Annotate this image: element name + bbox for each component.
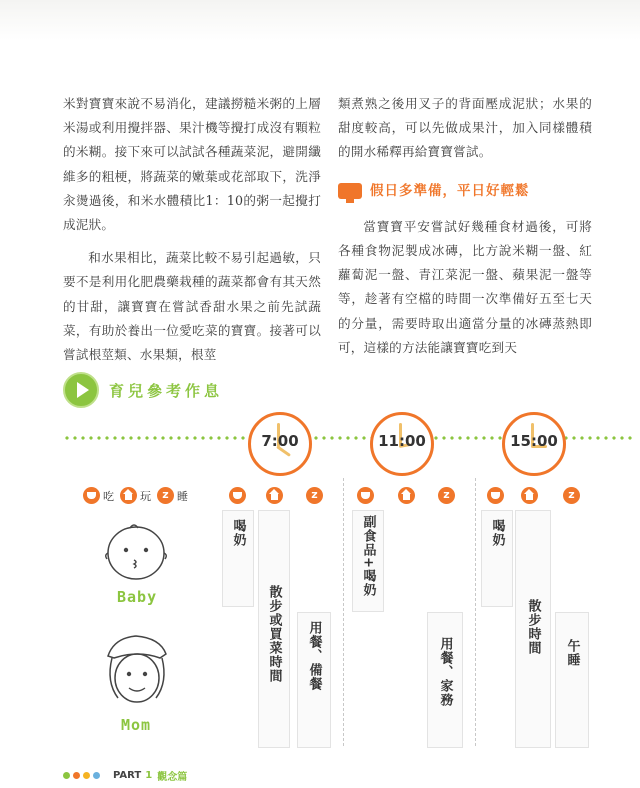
activity-label: 喝奶: [489, 519, 505, 547]
timeline-dots: [562, 436, 634, 440]
clock-15: [502, 412, 566, 476]
cup-icon: [357, 487, 374, 504]
activity-label: 午睡: [564, 639, 580, 667]
sleep-icon: [157, 487, 174, 504]
activity-label: 散步時間: [525, 599, 541, 655]
timeline-dots: [432, 436, 504, 440]
footer-part-number: 1: [145, 770, 153, 781]
legend-eat: 吃: [103, 489, 114, 503]
activity-bar: [555, 612, 589, 748]
activity-bar: [352, 510, 384, 612]
activity-bar: [258, 510, 290, 748]
footer-dot: [93, 772, 100, 779]
tip-title: 假日多準備，平日好輕鬆: [370, 182, 530, 199]
tip-heading: [338, 179, 592, 203]
clock-time: 11:00: [378, 432, 426, 450]
schedule-title: 育兒參考作息: [109, 381, 224, 400]
cup-icon: [487, 487, 504, 504]
activity-label: 副食品+喝奶: [360, 515, 376, 597]
mom-label: Mom: [121, 716, 152, 734]
house-icon: [266, 487, 283, 504]
speech-bubble-icon: [338, 183, 362, 199]
right-paragraph-1: 類煮熟之後用叉子的背面壓成泥狀；水果的甜度較高，可以先做成果汁，加入同樣體積的開水稀釋再給寶寶嘗試。: [338, 96, 592, 160]
activity-bar: [297, 612, 331, 748]
clock-time: 7:00: [261, 432, 299, 450]
cup-icon: [229, 487, 246, 504]
sleep-icon: [438, 487, 455, 504]
schedule-legend: [83, 487, 194, 504]
sleep-icon: [306, 487, 323, 504]
house-icon: [521, 487, 538, 504]
cup-icon: [83, 487, 100, 504]
clock-11: [370, 412, 434, 476]
house-icon: [398, 487, 415, 504]
activity-label: 用餐、備餐: [306, 621, 322, 691]
sleep-icon: [563, 487, 580, 504]
clock-time: 15:00: [510, 432, 558, 450]
activity-label: 喝奶: [230, 519, 246, 547]
right-text-column: [338, 92, 592, 369]
timeline-dots: [63, 436, 249, 440]
schedule-header: [63, 372, 223, 408]
column-divider: [343, 478, 344, 746]
activity-bar: [481, 510, 513, 607]
baby-label: Baby: [117, 588, 158, 606]
footer-dot: [83, 772, 90, 779]
play-icon: [63, 372, 99, 408]
left-paragraph-1: 米對寶寶來說不易消化，建議撈糙米粥的上層米湯或利用攪拌器、果汁機等攪打成沒有顆粒的米糊。接下來可以試試各種蔬菜泥，避開纖維多的粗梗，將蔬菜的嫩葉或花部取下，洗淨汆燙過後，和米水體積比1：10的粥一起攪打成泥狀。: [63, 96, 321, 233]
column-divider: [475, 478, 476, 746]
activity-label: 用餐、家務: [437, 637, 453, 707]
timeline-dots: [312, 436, 372, 440]
footer-dot: [73, 772, 80, 779]
activity-bar: [515, 510, 551, 748]
left-paragraph-2: 和水果相比，蔬菜比較不易引起過敏，只要不是利用化肥農藥栽種的蔬菜都會有其天然的甘甜，讓寶寶在嘗試香甜水果之前先試蔬菜，有助於養出一位愛吃菜的寶寶。接著可以嘗試根莖類、水果類，根莖: [63, 250, 321, 363]
right-paragraph-2: 當寶寶平安嘗試好幾種食材過後，可將各種食物泥製成冰磚，比方說米糊一盤、紅蘿蔔泥一盤、青江菜泥一盤、蘋果泥一盤等等，趁著有空檔的時間一次準備好五至七天的分量，需要時取出適當分量的冰磚蒸熱即可，這樣的方法能讓寶寶吃到天: [338, 218, 592, 355]
house-icon: [120, 487, 137, 504]
legend-play: 玩: [140, 489, 151, 503]
baby-face-icon: [102, 520, 172, 582]
left-text-column: [63, 92, 321, 376]
activity-bar: [222, 510, 254, 607]
top-band: [0, 0, 640, 40]
mom-face-icon: [102, 634, 174, 714]
footer-part-label: PART: [113, 770, 142, 781]
footer-section: 觀念篇: [157, 772, 188, 783]
footer-dot: [63, 772, 70, 779]
activity-label: 散步或買菜時間: [266, 585, 282, 683]
legend-sleep: 睡: [177, 489, 188, 503]
activity-bar: [427, 612, 463, 748]
page-footer: [63, 768, 187, 783]
clock-7: [248, 412, 312, 476]
